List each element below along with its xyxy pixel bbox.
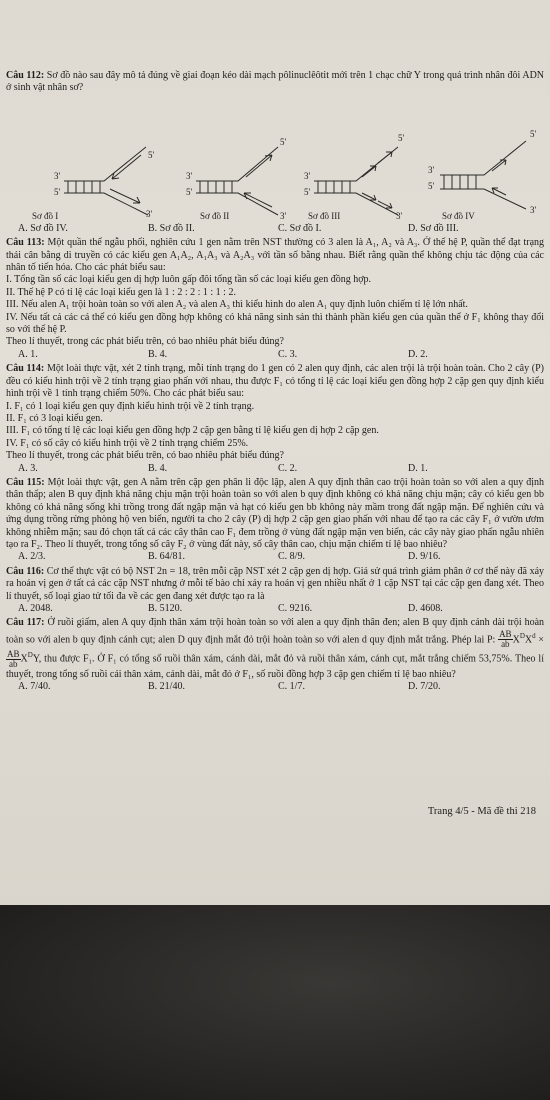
diagram-label-2: Sơ đồ II	[200, 210, 230, 221]
end-label: 3'	[146, 208, 153, 219]
allele: D	[519, 631, 525, 640]
option-a: A. 2048.	[18, 603, 53, 614]
question-113	[6, 237, 544, 274]
option-d: D. 1.	[408, 462, 428, 474]
genotype-fraction: $\frac{AB}{ab}$	[7, 648, 20, 669]
option-c: C. 3.	[278, 348, 298, 360]
end-label: 5'	[398, 132, 405, 143]
x-chromosome: X	[524, 634, 533, 646]
question-114	[6, 363, 544, 400]
end-label: 5'	[148, 149, 155, 160]
end-label: 5'	[54, 186, 61, 197]
option-c: C. 8/9.	[278, 551, 305, 563]
diagram-1	[64, 147, 148, 215]
question-117	[6, 617, 544, 681]
answer-options-113	[6, 349, 544, 361]
option-d: D. 2.	[408, 348, 428, 360]
end-label: 5'	[304, 186, 311, 197]
end-label: 3'	[530, 204, 537, 215]
option-a: A. 1.	[18, 348, 38, 360]
question-112	[6, 70, 544, 95]
diagram-label-4: Sơ đồ IV	[442, 210, 475, 221]
end-label: 5'	[186, 186, 193, 197]
statement-4: IV. Nếu tất cả các cá thể có kiểu gen đồng hợp không có khả năng sinh sản thì thành phần kiểu gen của quần thể ở F₁ không thay đổi so với thế hệ P.	[6, 311, 544, 336]
option-d: D. 9/16.	[408, 551, 441, 563]
diagram-3	[314, 147, 398, 215]
statement-2: II. F₁ có 3 loại kiểu gen.	[6, 412, 103, 424]
diagram-4	[440, 141, 526, 209]
question-number: Câu 113:	[6, 237, 45, 249]
end-label: 3'	[280, 210, 287, 221]
x-chromosome: X	[20, 653, 28, 665]
answer-options-114	[6, 463, 544, 475]
end-label: 3'	[396, 210, 403, 221]
option-c: C. Sơ đồ I.	[278, 222, 322, 234]
dark-background	[0, 905, 550, 1100]
option-d: D. 7/20.	[408, 681, 441, 693]
answer-options-112	[6, 223, 544, 235]
option-b: B. 4.	[148, 462, 168, 474]
diagram-svg	[6, 97, 544, 223]
end-label: 5'	[428, 180, 435, 191]
question-text: Một loài thực vật, gen A nằm trên cặp gen phân li độc lập, alen A quy định thân cao trội hoàn toàn so với alen a quy định thân thấp; alen B quy định khả năng chịu mặn trội hoàn toàn so với alen b quy định không có khả năng chịu mặn; cây có kiểu gen bb không có khả năng sống khi trồng trong đất ngập mặn và hạt có kiểu gen bb không này mầm trong đất ngập mặn. Để nghiên cứu và ứng dụng trồng rừng phòng hộ ven biển, người ta cho 2 cây (P) dị hợp 2 cặp gen giao phấn với nhau để tạo ra các cây F₁ ở vườn ươm không nhiễm mặn; sau đó chọn tất cả các cây thân cao F₁ đem trồng ở vùng đất ngập mặn ven biển, các cây này giao phấn ngẫu nhiên tạo ra F₂. Theo lí thuyết, trong tổng số cây F₂ ở vùng đất này, số cây thân cao, chịu mặn chiếm tỉ lệ bao nhiêu?	[6, 476, 545, 550]
option-d: D. Sơ đồ III.	[408, 222, 459, 234]
option-b: B. 4.	[148, 348, 168, 360]
question-116	[6, 566, 544, 603]
allele: D	[27, 651, 33, 660]
option-c: C. 1/7.	[278, 681, 305, 693]
diagram-label-3: Sơ đồ III	[308, 210, 341, 221]
option-b: B. 5120.	[148, 603, 183, 614]
question-text: Cơ thể thực vật có bộ NST 2n = 18, trên mỗi cặp NST xét 2 cặp gen dị hợp. Giả sử quá trình giảm phân ở cơ thể này đã xảy ra hoán vị gen ở tất cả các cặp NST nhưng ở mỗi tế bào chỉ xảy ra hoán vị gen nhiều nhất ở 1 cặp NST tại các cặp gen đang xét. Theo lí thuyết, số loại giao tử tối đa về các gen đang xét được tạo ra là	[6, 565, 545, 602]
x-chromosome: X	[512, 634, 520, 646]
answer-options-116	[6, 603, 544, 615]
statement-2: II. Thế hệ P có tỉ lệ các loại kiểu gen là 1 : 2 : 2 : 1 : 1 : 2.	[6, 286, 236, 298]
question-text: Ở ruồi giấm, alen A quy định thân xám trội hoàn toàn so với alen a quy định thân đen; alen B quy định cánh dài trội hoàn toàn so với alen b quy định cánh cụt; alen D quy định mắt đỏ trội hoàn toàn so với alen d quy định mắt trắng. Phép lai P:	[6, 617, 545, 646]
end-label: 3'	[186, 170, 193, 181]
statement-3: III. F₁ có tổng tỉ lệ các loại kiểu gen đồng hợp 2 cặp gen bằng tỉ lệ kiểu gen dị hợp 2 cặp gen.	[6, 425, 379, 437]
end-label: 5'	[530, 128, 537, 139]
option-a: A. 7/40.	[18, 681, 51, 693]
option-b: B. 64/81.	[148, 551, 185, 563]
genotype-fraction: $\frac{AB}{ab}$	[499, 629, 512, 650]
option-c: C. 2.	[278, 462, 298, 474]
statement-1: I. F₁ có 1 loại kiểu gen quy định kiểu hình trội về 2 tính trạng.	[6, 400, 255, 412]
question-115	[6, 477, 544, 551]
option-a: A. 3.	[18, 462, 38, 474]
option-d: D. 4608.	[408, 603, 443, 614]
question-number: Câu 112:	[6, 70, 45, 81]
end-label: 5'	[280, 136, 287, 147]
diagram-2	[196, 147, 278, 215]
statement-3: III. Nếu alen A₁ trội hoàn toàn so với alen A₂ và alen A₃ thì kiểu hình do alen A₁ quy định luôn chiếm tỉ lệ lớn nhất.	[6, 299, 468, 311]
y-chromosome: Y	[32, 653, 39, 665]
answer-options-115	[6, 551, 544, 563]
cross-sign: ×	[535, 634, 544, 646]
page-content	[6, 70, 544, 694]
option-a: A. Sơ đồ IV.	[18, 222, 68, 234]
statement-1: I. Tổng tần số các loại kiểu gen dị hợp luôn gấp đôi tổng tần số các loại kiểu gen đồng hợp.	[6, 274, 372, 286]
question-ask: Theo lí thuyết, trong các phát biểu trên, có bao nhiêu phát biểu đúng?	[6, 336, 284, 348]
statement-4: IV. F₁ có số cây có kiểu hình trội về 2 tính trạng chiếm 25%.	[6, 437, 249, 449]
option-a: A. 2/3.	[18, 551, 46, 563]
replication-fork-diagrams	[6, 97, 544, 223]
option-b: B. 21/40.	[148, 681, 185, 693]
question-text: Một quần thể ngẫu phối, nghiên cứu 1 gen nằm trên NST thường có 3 alen là A₁, A₂ và A₃. Ở thế hệ P, quần thể đạt trạng thái cân bằng di truyền có các kiểu gen A₁A₂, A₁A₃ và A₂A₃ với tần số bằng nhau. Biết rằng quần thể không chịu tác động của các nhân tố tiến hóa. Cho các phát biểu sau:	[6, 237, 545, 274]
end-label: 3'	[304, 170, 311, 181]
question-number: Câu 116:	[6, 565, 45, 577]
page-footer: Trang 4/5 - Mã đề thi 218	[427, 806, 536, 817]
end-label: 3'	[428, 164, 435, 175]
question-text-cont: , thu được F₁. Ở F₁ có tổng số ruồi thân xám, cánh dài, mắt đỏ và ruồi thân xám, cánh cụt, mắt trắng chiếm 53,75%. Theo lí thuyết, trong tổng số ruồi cái thân xám, cánh dài, mắt đỏ ở F₁, số ruồi đồng hợp 3 cặp gen chiếm tỉ lệ bao nhiêu?	[6, 653, 544, 680]
question-number: Câu 117:	[6, 617, 45, 629]
option-b: B. Sơ đồ II.	[148, 222, 195, 234]
question-number: Câu 115:	[6, 476, 45, 488]
diagram-label-1: Sơ đồ I	[32, 210, 59, 221]
allele: d	[532, 631, 536, 640]
question-text: Một loài thực vật, xét 2 tính trạng, mỗi tính trạng do 1 gen có 2 alen quy định, các alen trội là trội hoàn toàn. Cho 2 cây (P) đều có kiểu hình trội về 2 tính trạng giao phấn với nhau, thu được F₁ có tổng tỉ lệ các loại kiểu gen đồng hợp 2 cặp gen quy định kiểu hình trội về 1 tính trạng chiếm 50%. Cho các phát biểu sau:	[6, 363, 544, 400]
end-label: 3'	[54, 170, 61, 181]
question-ask: Theo lí thuyết, trong các phát biểu trên, có bao nhiêu phát biểu đúng?	[6, 450, 284, 462]
question-number: Câu 114:	[6, 363, 45, 375]
question-text: Sơ đồ nào sau đây mô tả đúng về giai đoạn kéo dài mạch pôlinuclêôtit mới trên 1 chạc chữ Y trong quá trình nhân đôi ADN ở sinh vật nhân sơ?	[6, 70, 545, 94]
option-c: C. 9216.	[278, 603, 313, 614]
answer-options-117	[6, 681, 544, 693]
